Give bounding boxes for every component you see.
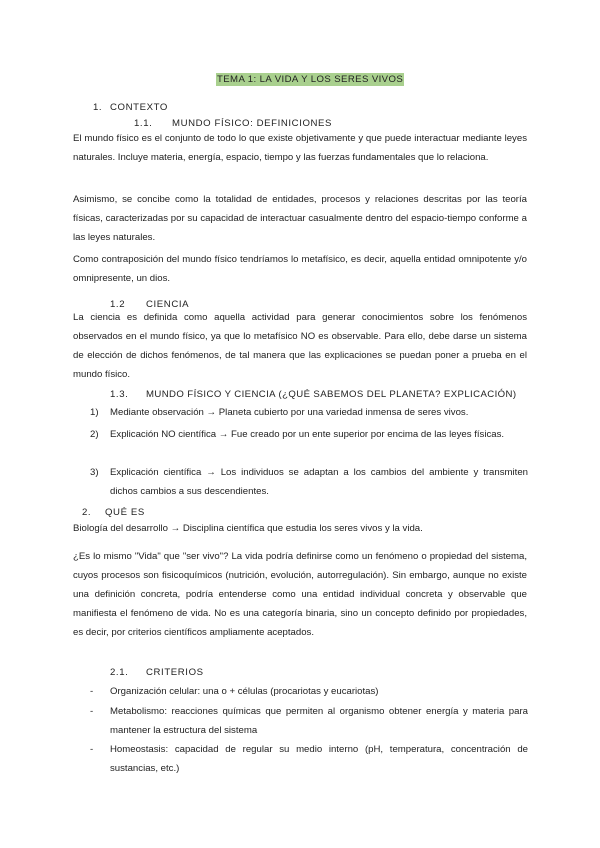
section-1-2-heading: CIENCIA: [146, 299, 190, 310]
list-item-number: 2): [90, 429, 99, 440]
list-item-bullet: -: [90, 706, 94, 717]
page-title: TEMA 1: LA VIDA Y LOS SERES VIVOS: [217, 74, 404, 85]
list-item-text: Metabolismo: reacciones químicas que permiten al organismo obtener energía y materia para mantener la estructura del sistema: [110, 706, 528, 736]
section-1-1-heading: MUNDO FÍSICO: DEFINICIONES: [172, 118, 333, 129]
section-2-1-heading: CRITERIOS: [146, 667, 204, 678]
section-1-heading: CONTEXTO: [110, 102, 168, 113]
section-1-2-number: 1.2: [110, 299, 126, 310]
paragraph-mundo-fisico: El mundo físico es el conjunto de todo lo que existe objetivamente y que puede interactuar mediante leyes naturales. Incluye materia, energía, espacio, tiempo y las fuerzas fundamentales que lo relaciona.: [73, 133, 527, 163]
list-item-text: Explicación científica → Los individuos se adaptan a los cambios del ambiente y transmiten dichos cambios a sus descendientes.: [110, 467, 528, 497]
list-item-number: 3): [90, 467, 99, 478]
paragraph-biologia: Biología del desarrollo → Disciplina científica que estudia los seres vivos y la vida.: [73, 523, 423, 534]
paragraph-ciencia: La ciencia es definida como aquella actividad para generar conocimientos sobre los fenómenos observados en el mundo físico, ya que lo metafísico NO es observable. Para ello, debe darse un sistema de elección de dichos fenómenos, de tal manera que las explicaciones se puedan poner a prueba en el mundo físico.: [73, 312, 527, 380]
paragraph-contraposicion: Como contraposición del mundo físico tendríamos lo metafísico, es decir, aquella entidad omnipotente y/o omnipresente, un dios.: [73, 254, 527, 284]
section-1-number: 1.: [93, 102, 103, 113]
list-item-bullet: -: [90, 686, 94, 697]
list-item-text: Homeostasis: capacidad de regular su medio interno (pH, temperatura, concentración de sustancias, etc.): [110, 744, 528, 774]
section-2-1-number: 2.1.: [110, 667, 129, 678]
paragraph-asimismo: Asimismo, se concibe como la totalidad de entidades, procesos y relaciones descritas por las teoría físicas, caracterizadas por su capacidad de interactuar casualmente dentro del espacio-tiempo conforme a las leyes naturales.: [73, 194, 527, 243]
list-item-number: 1): [90, 407, 99, 418]
section-1-3-number: 1.3.: [110, 389, 129, 400]
section-1-3-heading: MUNDO FÍSICO Y CIENCIA (¿QUÉ SABEMOS DEL PLANETA? EXPLICACIÓN): [146, 389, 517, 400]
paragraph-vida: ¿Es lo mismo "Vida" que "ser vivo"? La vida podría definirse como un fenómeno o propiedad del sistema, cuyos procesos son fisicoquímicos (nutrición, evolución, autorregulación). Sin embargo, aunque no existe una definición concreta, podría entenderse como una entidad individual concreta y observable que manifiesta el fenómeno de vida. No es una categoría binaria, sino un concepto definido por propiedades, es decir, por criterios científicos ampliamente aceptados.: [73, 551, 527, 638]
section-1-1-number: 1.1.: [134, 118, 153, 129]
list-item-bullet: -: [90, 744, 94, 755]
list-item-text: Explicación NO científica → Fue creado por un ente superior por encima de las leyes físicas.: [110, 429, 505, 440]
list-item-text: Organización celular: una o + células (procariotas y eucariotas): [110, 686, 379, 697]
list-item-text: Mediante observación → Planeta cubierto por una variedad inmensa de seres vivos.: [110, 407, 469, 418]
section-2-number: 2.: [82, 507, 92, 518]
section-2-heading: QUÉ ES: [105, 507, 145, 518]
